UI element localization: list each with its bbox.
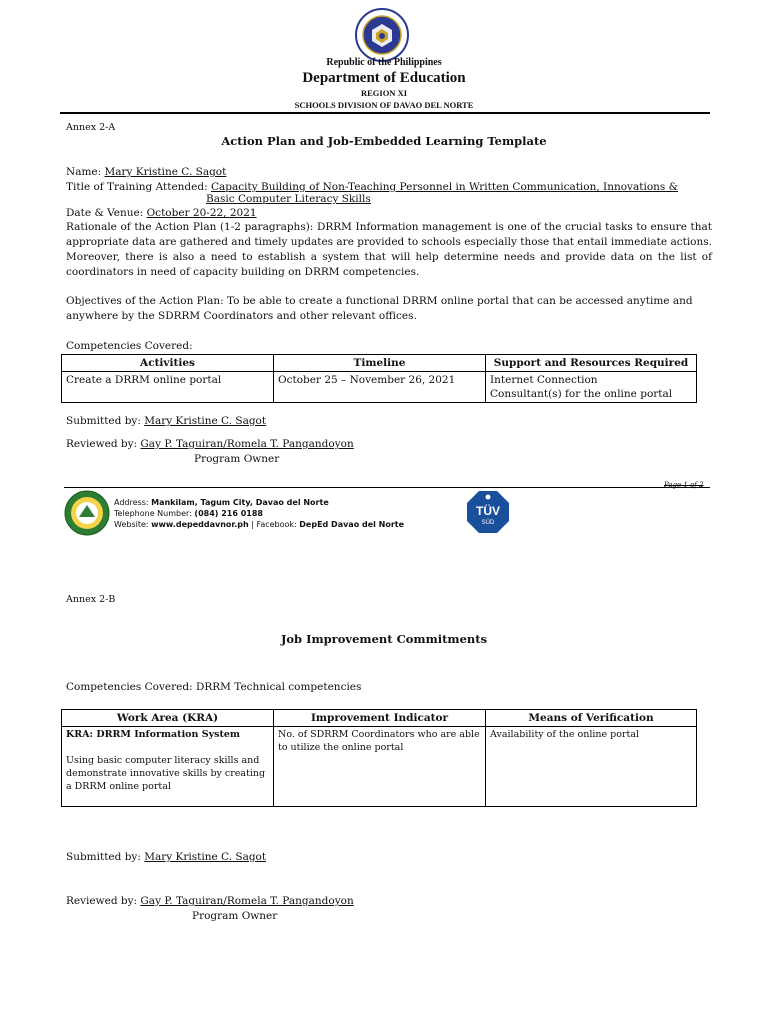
cell-verification: Availability of the online portal [486, 727, 697, 807]
phone-label: Telephone Number: [114, 509, 195, 518]
republic-label: Republic of the Philippines [326, 57, 442, 68]
rationale-paragraph: Rationale of the Action Plan (1-2 paragraphs): DRRM Information management is one of the crucial tasks to ensure that appropriate data are gathered and timely updates are provided to schools especially those that entail immediate actions. Moreover, there is also a need to establish a system that will help determine needs and provide data on the list of coordinators in need of capacity building on DRRM competencies. [66, 221, 712, 278]
competencies-label: Competencies Covered: [66, 340, 193, 352]
date-line [66, 206, 257, 221]
date-label: Date & Venue: [66, 207, 147, 219]
region-label: REGION XI [360, 88, 408, 98]
reviewed-label: Reviewed by: [66, 895, 141, 907]
date-value: October 20-22, 2021 [146, 207, 257, 219]
name-label: Name: [66, 166, 105, 178]
training-value-line1: Capacity Building of Non-Teaching Personnel in Written Communication, Innovations & [210, 181, 678, 193]
phone-value: (084) 216 0188 [194, 509, 263, 518]
submitted-value: Mary Kristine C. Sagot [144, 851, 267, 863]
program-owner-1: Program Owner [194, 453, 280, 465]
address-value: Mankilam, Tagum City, Davao del Norte [151, 498, 329, 507]
submitted-value: Mary Kristine C. Sagot [144, 415, 267, 427]
table-row [62, 727, 697, 807]
training-label: Title of Training Attended: [66, 181, 211, 193]
tuv-sub: SÜD [481, 520, 495, 526]
cell-support [486, 372, 697, 403]
table-row [62, 372, 697, 403]
table-header-row [62, 355, 697, 372]
footer-address [114, 497, 329, 508]
table-header-row [62, 710, 697, 727]
submitted-line-2 [66, 850, 266, 865]
header-divider [60, 112, 710, 114]
division-label: SCHOOLS DIVISION OF DAVAO DEL NORTE [294, 100, 474, 110]
cell-indicator: No. of SDRRM Coordinators who are able to utilize the online portal [274, 727, 486, 807]
annex-2b-label: Annex 2-B [66, 594, 116, 605]
reviewed-line-1 [66, 437, 354, 452]
reviewed-line-2 [66, 894, 354, 909]
reviewed-value: Gay P. Taguiran/Romela T. Pangandoyon [140, 438, 354, 450]
footer-phone [114, 508, 263, 519]
support-line1: Internet Connection [490, 374, 598, 386]
tuv-text: TÜV [476, 504, 500, 518]
cell-work-area [62, 727, 274, 807]
submitted-label: Submitted by: [66, 851, 145, 863]
reviewed-label: Reviewed by: [66, 438, 141, 450]
cell-timeline: October 25 – November 26, 2021 [274, 372, 486, 403]
cell-activity: Create a DRRM online portal [62, 372, 274, 403]
kra-title: KRA: DRRM Information System [66, 729, 240, 740]
website-label: Website: [114, 520, 152, 529]
website-link[interactable]: www.depeddavnor.ph [151, 520, 249, 529]
training-line [66, 180, 678, 195]
support-line2: Consultant(s) for the online portal [490, 388, 673, 400]
department-title: Department of Education [302, 70, 466, 86]
division-seal-logo [64, 490, 110, 536]
facebook-link[interactable]: DepEd Davao del Norte [299, 520, 405, 529]
name-value: Mary Kristine C. Sagot [104, 166, 227, 178]
reviewed-value: Gay P. Taguiran/Romela T. Pangandoyon [140, 895, 354, 907]
training-value-line2: Basic Computer Literacy Skills [206, 193, 371, 205]
page-number: Page 1 of 2 [664, 481, 704, 489]
submitted-line-1 [66, 414, 266, 429]
header-improvement-indicator: Improvement Indicator [274, 710, 486, 727]
header-activities: Activities [62, 355, 274, 372]
deped-seal-logo [355, 8, 409, 62]
tuv-certification-logo [466, 490, 510, 534]
action-plan-title: Action Plan and Job-Embedded Learning Template [221, 134, 547, 148]
header-support: Support and Resources Required [486, 355, 697, 372]
annex-2a-label: Annex 2-A [66, 122, 116, 133]
footer-divider [64, 487, 710, 488]
kra-description: Using basic computer literacy skills and demonstrate innovative skills by creating a DRRM online portal [66, 755, 266, 792]
facebook-separator: | Facebook: [248, 520, 300, 529]
header-timeline: Timeline [274, 355, 486, 372]
footer-website [114, 519, 404, 530]
address-label: Address: [114, 498, 152, 507]
submitted-label: Submitted by: [66, 415, 145, 427]
objectives-paragraph: Objectives of the Action Plan: To be able to create a functional DRRM online portal that can be accessed anytime and anywhere by the SDRRM Coordinators and other relevant offices. [66, 295, 693, 322]
name-line [66, 165, 226, 180]
competencies-line-2: Competencies Covered: DRRM Technical competencies [66, 681, 362, 693]
program-owner-2: Program Owner [192, 910, 278, 922]
action-plan-table [61, 354, 697, 403]
job-improvement-table [61, 709, 697, 807]
job-improvement-title: Job Improvement Commitments [280, 632, 488, 646]
header-means-verification: Means of Verification [486, 710, 697, 727]
header-work-area: Work Area (KRA) [62, 710, 274, 727]
